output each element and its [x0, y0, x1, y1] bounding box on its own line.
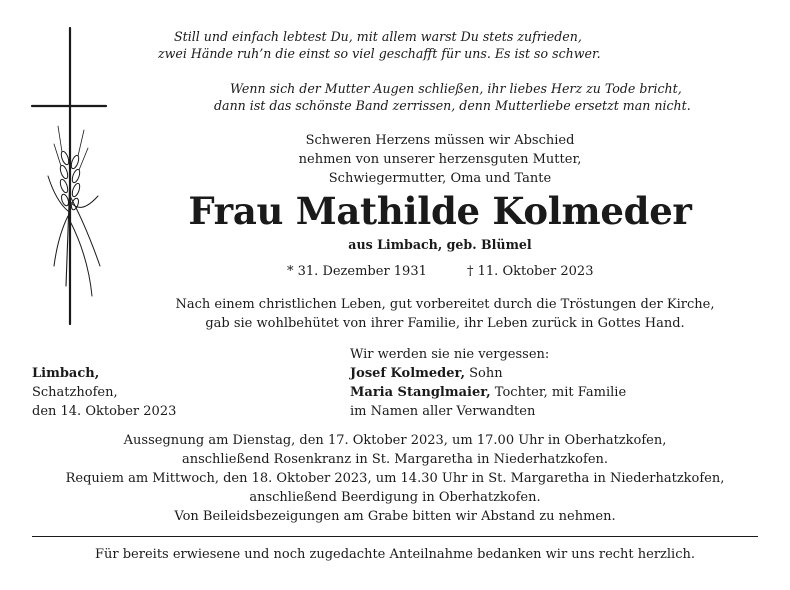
mourners-heading: Wir werden sie nie vergessen:: [350, 347, 550, 362]
statement-text: [100, 295, 790, 333]
deceased-name: Frau Mathilde Kolmeder: [188, 189, 692, 233]
intro-text: [260, 131, 620, 188]
services-text: [0, 431, 790, 526]
place-block: [32, 364, 176, 421]
place-city: Limbach,: [32, 366, 100, 381]
divider-rule: [32, 536, 758, 537]
poem-line-2: zwei Hände ruh’n die einst so viel geschafft für uns. Es ist so schwer.: [158, 46, 601, 61]
service-line-2: anschließend Rosenkranz in St. Margaretha in Niederhatzkofen.: [181, 452, 609, 467]
place-district: Schatzhofen,: [32, 385, 118, 400]
service-line-3: Requiem am Mittwoch, den 18. Oktober 2023, um 14.30 Uhr in St. Margaretha in Niederhatzkofen,: [65, 471, 725, 486]
statement-line-1: Nach einem christlichen Leben, gut vorbereitet durch die Tröstungen der Kirche,: [175, 297, 715, 312]
poem-line-3: Wenn sich der Mutter Augen schließen, ihr liebes Herz zu Tode bricht,: [230, 81, 682, 96]
cross-with-wheat-icon: [28, 26, 118, 328]
death-date: † 11. Oktober 2023: [467, 264, 594, 279]
mourner-2: Maria Stanglmaier, Tochter, mit Familie: [350, 385, 627, 400]
statement-line-2: gab sie wohlbehütet von ihrer Familie, ihr Leben zurück in Gottes Hand.: [205, 316, 685, 331]
thanks-text: Für bereits erwiesene und noch zugedachte Anteilnahme bedanken wir uns recht herzlich.: [95, 547, 695, 562]
poem-line-1: Still und einfach lebtest Du, mit allem warst Du stets zufrieden,: [174, 29, 582, 44]
service-line-5: Von Beileidsbezeigungen am Grabe bitten wir Abstand zu nehmen.: [174, 509, 616, 524]
mourners-relatives: im Namen aller Verwandten: [350, 404, 536, 419]
poem-line-4: dann ist das schönste Band zerrissen, denn Mutterliebe ersetzt man nicht.: [214, 98, 691, 113]
place-date: den 14. Oktober 2023: [32, 404, 177, 419]
birth-date: * 31. Dezember 1931: [287, 264, 427, 279]
intro-line-3: Schwiegermutter, Oma und Tante: [328, 171, 552, 186]
intro-line-1: Schweren Herzens müssen wir Abschied: [305, 133, 575, 148]
intro-line-2: nehmen von unserer herzensguten Mutter,: [298, 152, 582, 167]
service-line-4: anschließend Beerdigung in Oberhatzkofen.: [249, 490, 541, 505]
mourner-1: Josef Kolmeder, Sohn: [350, 366, 503, 381]
mourners-block: [350, 345, 626, 421]
deceased-origin: aus Limbach, geb. Blümel: [348, 237, 532, 252]
service-line-1: Aussegnung am Dienstag, den 17. Oktober 2023, um 17.00 Uhr in Oberhatzkofen,: [123, 433, 667, 448]
